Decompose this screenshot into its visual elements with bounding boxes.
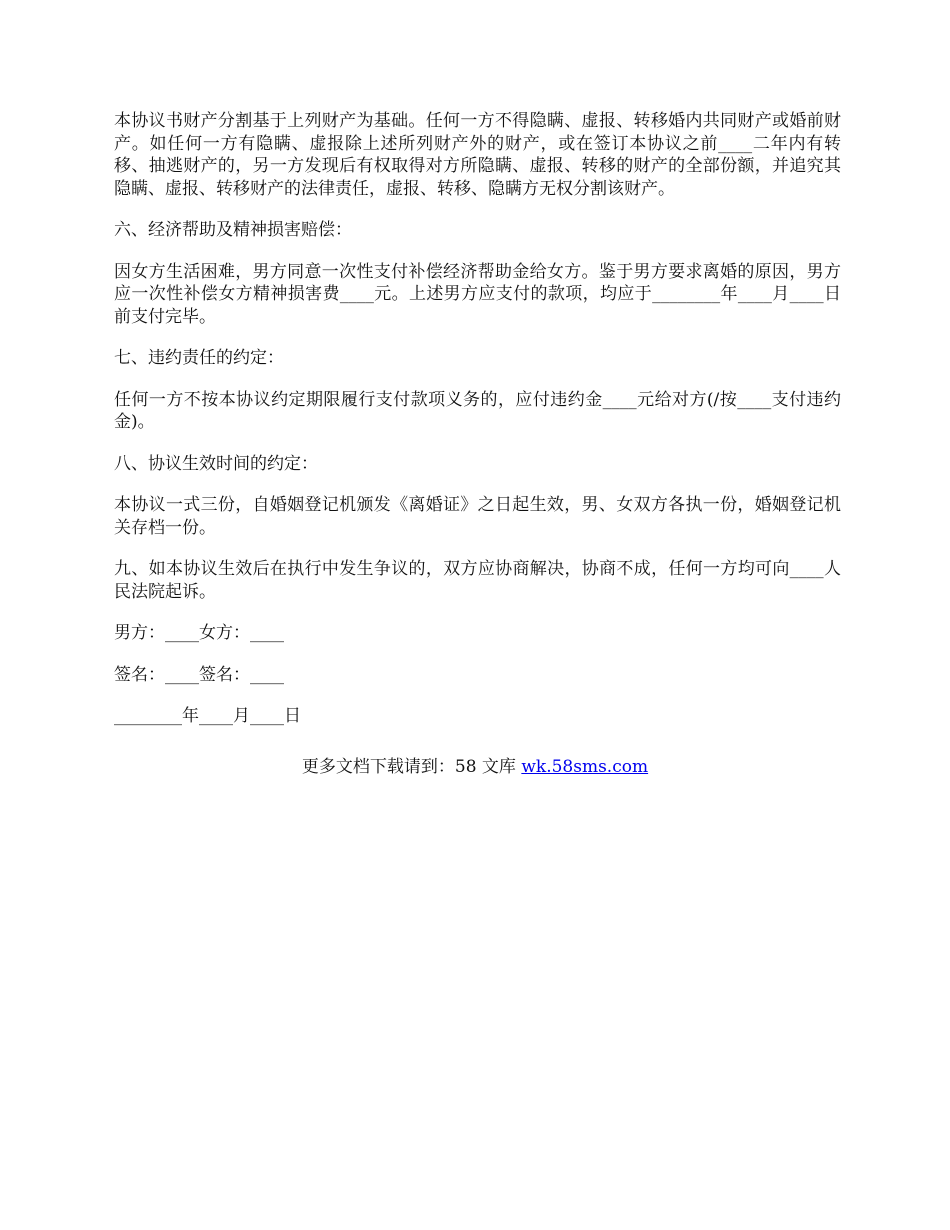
paragraph-property-division: 本协议书财产分割基于上列财产为基础。任何一方不得隐瞒、虚报、转移婚内共同财产或婚前财产。如任何一方有隐瞒、虚报除上述所列财产外的财产，或在签订本协议之前____二年内有转移、抽逃财产的，另一方发现后有权取得对方所隐瞒、虚报、转移的财产的全部份额，并追究其隐瞒、虚报、转移财产的法律责任，虚报、转移、隐瞒方无权分割该财产。 [114,111,841,199]
paragraph-economic-help: 因女方生活困难，男方同意一次性支付补偿经济帮助金给女方。鉴于男方要求离婚的原因，男方应一次性补偿女方精神损害费____元。上述男方应支付的款项，均应于________年____月____日前支付完毕。 [114,261,841,327]
footer-prefix: 更多文档下载请到：58 文库 [301,757,522,777]
heading-section-8: 八、协议生效时间的约定： [114,453,318,474]
paragraph-effective-time: 本协议一式三份，自婚姻登记机颁发《离婚证》之日起生效，男、女双方各执一份，婚姻登记机关存档一份。 [114,495,841,538]
paragraph-section-9-dispute: 九、如本协议生效后在执行中发生争议的，双方应协商解决，协商不成，任何一方均可向____人民法院起诉。 [114,559,841,602]
date-line: ________年____月____日 [114,706,301,726]
document-body [114,110,841,747]
signature-line: 签名：____签名：____ [114,664,284,685]
footer [0,756,950,778]
parties-line: 男方：____女方：____ [114,623,284,643]
paragraph-breach-liability: 任何一方不按本协议约定期限履行支付款项义务的，应付违约金____元给对方(/按____支付违约金)。 [114,389,841,432]
heading-section-6: 六、经济帮助及精神损害赔偿： [114,220,352,240]
footer-link[interactable]: wk.58sms.com [521,757,649,777]
heading-section-7: 七、违约责任的约定： [114,348,284,368]
